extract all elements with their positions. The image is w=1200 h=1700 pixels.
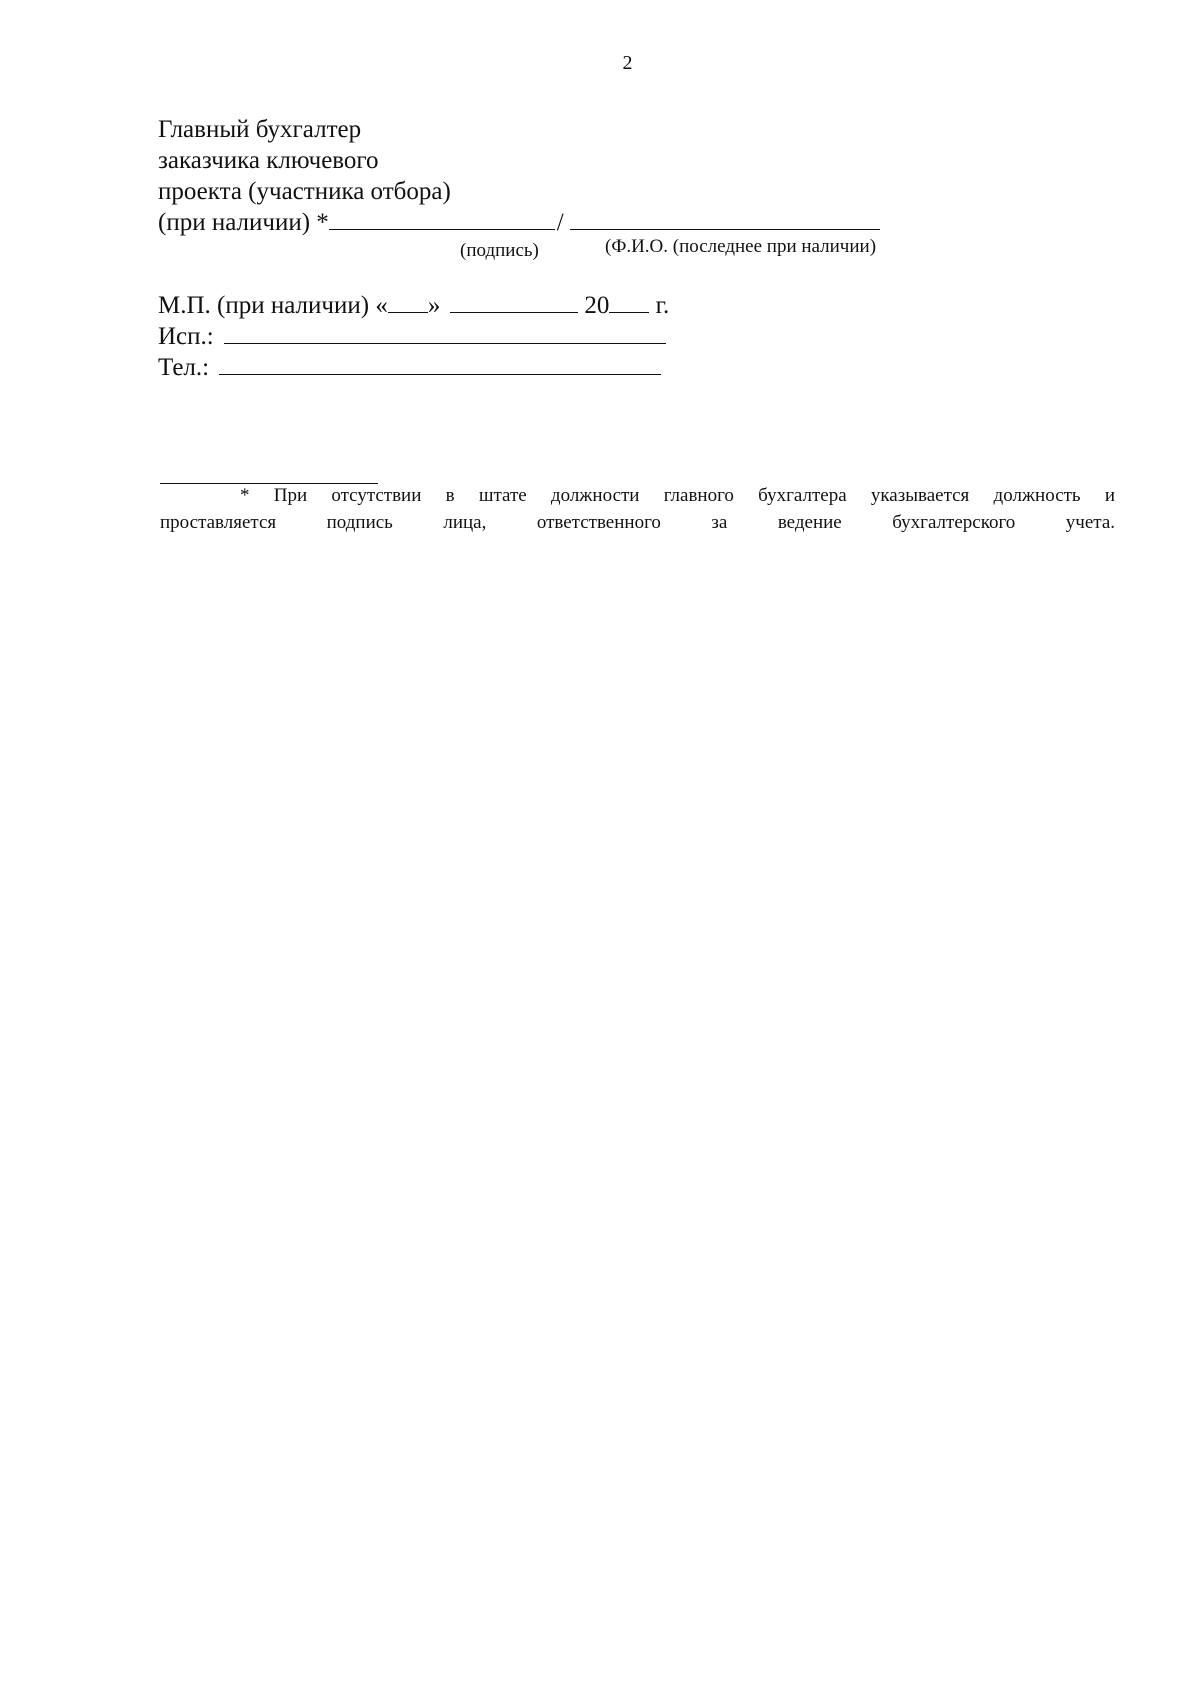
year-prefix: 20 [584,292,610,319]
phone-row [158,352,669,383]
full-name-line[interactable] [570,211,880,230]
signature-line[interactable] [329,211,555,230]
phone-label: Тел.: [158,354,210,381]
signatory-title-line1: Главный бухгалтер [158,116,362,143]
signatory-block [158,114,880,238]
signature-separator: / [556,209,564,236]
signatory-title-line3: проекта (участника отбора) [158,178,451,205]
signature-row [158,207,880,238]
signature-caption: (подпись) [460,240,539,261]
full-name-caption: (Ф.И.О. (последнее при наличии) [605,236,877,257]
stamp-date-quote-close: » [427,292,441,319]
executor-label: Исп.: [158,323,214,350]
executor-line[interactable] [224,325,666,344]
stamp-date-prefix: М.П. (при наличии) « [158,292,388,319]
footnote-line1: * При отсутствии в штате должности главного бухгалтера указывается должность и [240,485,1115,506]
stamp-date-block [158,290,669,383]
year-suffix: г. [649,292,670,319]
stamp-date-row [158,290,669,321]
executor-row [158,321,669,352]
footnote-line2: проставляется подпись лица, ответственного за ведение бухгалтерского учета. [160,512,1115,533]
signatory-title-line2: заказчика ключевого [158,147,379,174]
phone-line[interactable] [219,356,661,375]
page-number: 2 [622,52,633,74]
signature-row-label: (при наличии) * [158,209,329,236]
day-line[interactable] [388,294,428,313]
month-line[interactable] [450,294,578,313]
year-line[interactable] [609,294,649,313]
